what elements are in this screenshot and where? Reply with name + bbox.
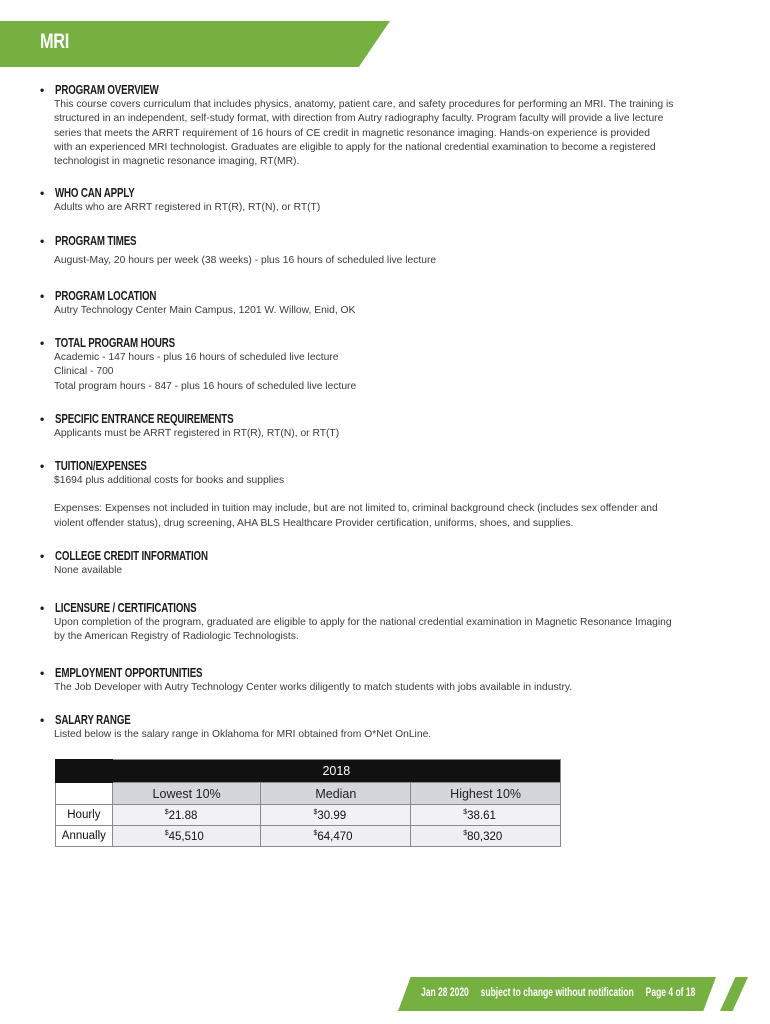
table-year: 2018 <box>112 760 560 783</box>
bullet: • <box>40 83 45 97</box>
row-label: Annually <box>56 826 113 847</box>
section-heading: COLLEGE CREDIT INFORMATION <box>55 549 208 563</box>
section-heading: PROGRAM TIMES <box>55 234 137 248</box>
table-header-row <box>56 760 561 783</box>
section-program-location <box>40 288 740 318</box>
footer-date: Jan 28 2020 <box>421 987 469 999</box>
section-heading: TUITION/EXPENSES <box>55 459 147 473</box>
section-entrance-requirements <box>40 411 740 441</box>
section-body: August-May, 20 hours per week (38 weeks) - plus 16 hours of scheduled live lecture <box>54 255 437 266</box>
cell-value: 45,510 <box>168 830 204 843</box>
cell-value: 80,320 <box>467 830 503 843</box>
section-who-can-apply <box>40 185 740 215</box>
bullet: • <box>40 186 45 200</box>
section-college-credit <box>40 548 740 578</box>
section-body: Listed below is the salary range in Oklahoma for MRI obtained from O*Net OnLine. <box>54 729 432 740</box>
section-heading: WHO CAN APPLY <box>55 186 135 200</box>
page-number: Page 4 of 18 <box>645 987 696 999</box>
section-heading: TOTAL PROGRAM HOURS <box>55 336 175 350</box>
section-body: $1694 plus additional costs for books and supplies <box>54 475 285 486</box>
salary-table <box>55 759 561 847</box>
bullet: • <box>40 412 45 426</box>
cell-value: 30.99 <box>317 809 347 822</box>
section-heading: PROGRAM LOCATION <box>55 289 157 303</box>
section-heading: SALARY RANGE <box>55 713 131 727</box>
section-body-expenses: Expenses: Expenses not included in tuition may include, but are not limited to, criminal background check (includes sex offender and violent offender status), drug screening, AHA BLS Healthcare Provider certification, uniforms, shoes, and supplies. <box>54 503 658 529</box>
table-corner-cell <box>56 783 113 805</box>
bullet: • <box>40 713 45 727</box>
bullet: • <box>40 289 45 303</box>
table-cell <box>261 826 411 847</box>
section-body: The Job Developer with Autry Technology Center works diligently to match students with jobs available in industry. <box>54 682 573 693</box>
section-heading: SPECIFIC ENTRANCE REQUIREMENTS <box>55 412 234 426</box>
section-program-overview <box>40 82 740 169</box>
currency-symbol: $ <box>164 808 169 816</box>
column-header: Median <box>261 783 411 805</box>
section-body: Upon completion of the program, graduated are eligible to apply for the national credential examination in Magnetic Resonance Imaging by the American Registry of Radiologic Technologists. <box>54 617 672 643</box>
cell-value: 21.88 <box>168 809 198 822</box>
section-body: This course covers curriculum that includes physics, anatomy, patient care, and safety procedures for performing an MRI. The training is structured in an independent, self-study format, with direction from Autry radiography faculty. Program faculty will provide a live lecture series that meets the ARRT requirement of 16 hours of CE credit in magnetic resonance imaging. Hands-on experience is provided with an experienced MRI technologist. Graduates are eligible to apply for the national credential examination to become a registered technologist in magnetic resonance imaging, RT(MR). <box>54 99 674 168</box>
table-cell <box>411 826 561 847</box>
column-header: Lowest 10% <box>112 783 261 805</box>
bullet: • <box>40 234 45 248</box>
currency-symbol: $ <box>313 808 318 816</box>
cell-value: 64,470 <box>317 830 353 843</box>
cell-value: 38.61 <box>467 809 496 822</box>
section-total-program-hours <box>40 335 740 394</box>
section-heading: EMPLOYMENT OPPORTUNITIES <box>55 666 203 680</box>
section-tuition-expenses <box>40 458 740 531</box>
table-cell <box>411 805 561 826</box>
bullet: • <box>40 601 45 615</box>
bullet: • <box>40 336 45 350</box>
section-program-times <box>40 233 740 268</box>
table-corner-cell <box>56 760 113 783</box>
currency-symbol: $ <box>164 829 169 837</box>
section-heading: LICENSURE / CERTIFICATIONS <box>55 601 197 615</box>
table-cell <box>261 805 411 826</box>
bullet: • <box>40 459 45 473</box>
section-body: Academic - 147 hours - plus 16 hours of scheduled live lecture Clinical - 700 Total program hours - 847 - plus 16 hours of scheduled live lecture <box>54 352 357 392</box>
table-cell <box>112 826 261 847</box>
table-column-row <box>56 783 561 805</box>
currency-symbol: $ <box>463 829 468 837</box>
section-body: Adults who are ARRT registered in RT(R), RT(N), or RT(T) <box>54 202 321 213</box>
section-salary-range <box>40 712 740 742</box>
section-licensure <box>40 600 740 645</box>
row-label: Hourly <box>56 805 113 826</box>
section-employment <box>40 665 740 695</box>
section-body: Applicants must be ARRT registered in RT(R), RT(N), or RT(T) <box>54 428 340 439</box>
page-title: MRI <box>40 30 69 53</box>
column-header: Highest 10% <box>411 783 561 805</box>
currency-symbol: $ <box>313 829 318 837</box>
section-body: Autry Technology Center Main Campus, 1201 W. Willow, Enid, OK <box>54 305 356 316</box>
bullet: • <box>40 549 45 563</box>
footer <box>421 987 732 999</box>
table-cell <box>112 805 261 826</box>
table-row <box>56 805 561 826</box>
section-body: None available <box>54 565 123 576</box>
table-row <box>56 826 561 847</box>
bullet: • <box>40 666 45 680</box>
currency-symbol: $ <box>463 808 468 816</box>
footer-notice: subject to change without notification <box>480 987 634 999</box>
section-heading: PROGRAM OVERVIEW <box>55 83 159 97</box>
